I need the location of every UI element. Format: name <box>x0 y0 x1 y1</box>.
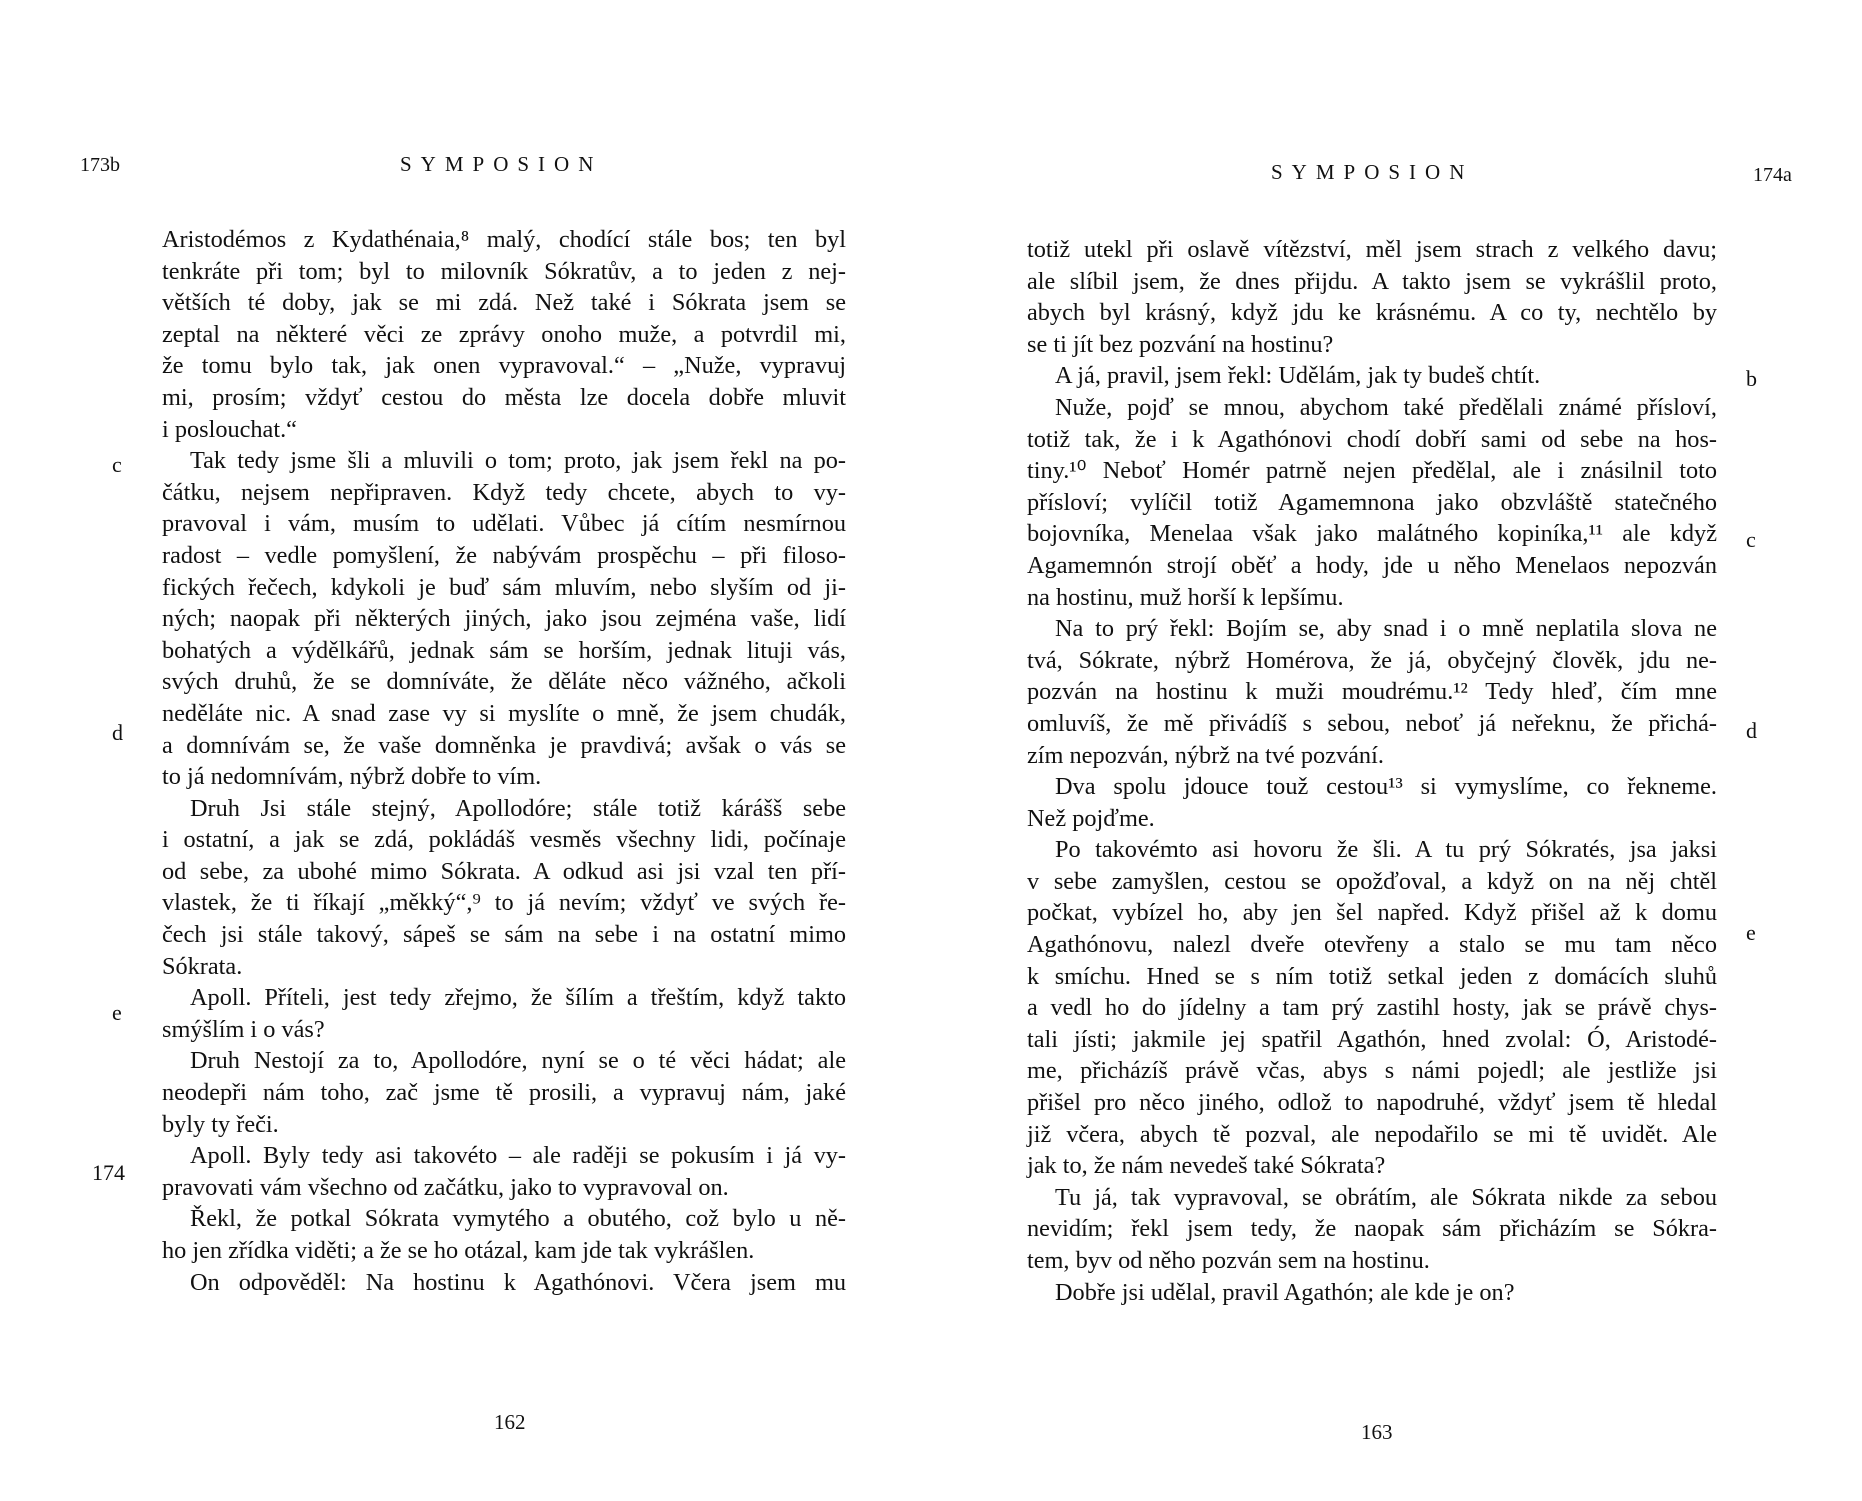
text-line: ných; naopak při některých jiných, jako jsou zejména vaše, lidí <box>162 605 846 633</box>
page-number: 163 <box>1361 1420 1393 1444</box>
text-line: tvá, Sókrate, nýbrž Homérova, že já, obyčejný člověk, jdu ne- <box>1027 646 1717 674</box>
text-line: Agathónovu, nalezl dveře otevřeny a stalo se mu tam něco <box>1027 931 1717 959</box>
text-line: bojovníka, Menelaa však jako malátného kopiníka,¹¹ ale když <box>1027 520 1717 548</box>
text-line: Než pojďme. <box>1027 804 1155 832</box>
text-line: čech jsi stále takový, sápeš se sám na sebe i na ostatní mimo <box>162 921 846 949</box>
text-line: abych byl krásný, když jdu ke krásnému. A co ty, nechtělo by <box>1027 299 1717 327</box>
text-line: se ti jít bez pozvání na hostinu? <box>1027 330 1334 358</box>
text-line: k smíchu. Hned se s ním totiž setkal jeden z domácích sluhů <box>1027 962 1717 990</box>
text-line: Druh Jsi stále stejný, Apollodóre; stále totiž kárášš sebe <box>190 794 846 822</box>
right-page <box>931 0 1862 1501</box>
text-line: Sókrata. <box>162 952 243 980</box>
text-line: přísloví; vylíčil totiž Agamemnona jako obzvláště statečného <box>1027 488 1717 516</box>
text-line: neodepři nám toho, zač jsme tě prosili, a vypravuj nám, jaké <box>162 1079 846 1107</box>
text-line: pravoval i vám, musím to udělati. Vůbec já cítím nesmírnou <box>162 510 846 538</box>
text-line: fických řečech, kdykoli je buď sám mluvím, nebo slyším od ji- <box>162 573 846 601</box>
margin-marker-c: c <box>1746 527 1756 552</box>
margin-marker-b: b <box>1746 366 1757 391</box>
text-line: nevidím; řekl jsem tedy, že naopak sám přicházím se Sókra- <box>1027 1215 1717 1243</box>
text-line: Dva spolu jdouce touž cestou¹³ si vymyslíme, co řekneme. <box>1055 773 1717 801</box>
text-line: smýšlím i o vás? <box>162 1015 325 1043</box>
text-line: tenkráte při tom; byl to milovník Sókratův, a to jeden z nej- <box>162 257 846 285</box>
body-text <box>162 224 846 1298</box>
section-marker: 174a <box>1753 164 1792 186</box>
text-line: tem, byv od něho pozván sem na hostinu. <box>1027 1247 1430 1274</box>
text-line: omluvíš, že mě přivádíš s sebou, neboť já neřeknu, že přichá- <box>1027 709 1717 737</box>
text-line: neděláte nic. A snad zase vy si myslíte o mně, že jsem chudák, <box>162 699 846 727</box>
text-line: zím nepozván, nýbrž na tvé pozvání. <box>1027 741 1384 769</box>
text-line: Druh Nestojí za to, Apollodóre, nyní se o té věci hádat; ale <box>190 1047 846 1075</box>
text-line: pozván na hostinu k muži moudrému.¹² Tedy hleď, čím mne <box>1027 678 1717 706</box>
text-line: Tak tedy jsme šli a mluvili o tom; proto, jak jsem řekl na po- <box>190 447 846 475</box>
text-line: byly ty řeči. <box>162 1110 279 1138</box>
margin-marker-d: d <box>112 720 123 745</box>
text-line: od sebe, za ubohé mimo Sókrata. A odkud asi jsi vzal ten pří- <box>162 857 846 885</box>
text-line: On odpověděl: Na hostinu k Agathónovi. Včera jsem mu <box>190 1268 846 1296</box>
text-line: svých druhů, že se domníváte, že děláte něco vážného, ačkoli <box>162 668 846 696</box>
text-line: ale slíbil jsem, že dnes přijdu. A takto jsem se vykrášlil proto, <box>1027 267 1717 295</box>
text-line: Apoll. Příteli, jest tedy zřejmo, že šílím a třeštím, když takto <box>190 984 846 1012</box>
text-line: a vedl ho do jídelny a tam prý zastihl hosty, jak se právě chys- <box>1027 994 1717 1022</box>
text-line: tiny.¹⁰ Neboť Homér patrně nejen předělal, ale i znásilnil toto <box>1027 457 1717 485</box>
text-line: že tomu bylo tak, jak onen vypravoval.“ – „Nuže, vypravuj <box>162 352 846 380</box>
text-line: přišel pro něco jiného, odlož to napodruhé, vždyť jsem tě hledal <box>1027 1089 1717 1117</box>
text-line: Řekl, že potkal Sókrata vymytého a obutého, což bylo u ně- <box>190 1205 846 1233</box>
text-line: tali jísti; jakmile jej spatřil Agathón, hned zvolal: Ó, Aristodé- <box>1027 1025 1717 1053</box>
text-line: i ostatní, a jak se zdá, pokládáš vesměs všechny lidi, počínaje <box>162 826 846 854</box>
text-line: Apoll. Byly tedy asi takovéto – ale raději se pokusím i já vy- <box>190 1142 846 1170</box>
text-line: čátku, nejsem nepřipraven. Když tedy chcete, abych to vy- <box>162 478 846 506</box>
text-line: počkat, vybízel ho, aby jen šel napřed. Když přišel až k domu <box>1027 899 1717 927</box>
running-head: SYMPOSION <box>400 152 603 176</box>
text-line: pravovati vám všechno od začátku, jako to vypravoval on. <box>162 1173 729 1201</box>
text-line: Dobře jsi udělal, pravil Agathón; ale kde je on? <box>1055 1278 1515 1306</box>
margin-marker-e: e <box>112 1000 122 1025</box>
text-line: ho jen zřídka viděti; a že se ho otázal, kam jde tak vykrášlen. <box>162 1237 755 1264</box>
text-line: bohatých a výdělkářů, jednak sám se horším, jednak lituji vás, <box>162 636 846 664</box>
text-line: a domnívám se, že vaše domněnka je pravdivá; avšak o vás se <box>162 731 846 759</box>
body-text <box>1027 234 1717 1308</box>
margin-marker-d: d <box>1746 718 1757 743</box>
text-line: mi, prosím; vždyť cestou do města lze docela dobře mluvit <box>162 383 846 411</box>
text-line: Aristodémos z Kydathénaia,⁸ malý, chodící stále bos; ten byl <box>162 226 846 253</box>
text-line: A já, pravil, jsem řekl: Udělám, jak ty budeš chtít. <box>1055 362 1541 390</box>
text-line: to já nedomnívám, nýbrž dobře to vím. <box>162 763 542 791</box>
text-line: větších té doby, jak se mi zdá. Než také i Sókrata jsem se <box>162 289 846 317</box>
text-line: Na to prý řekl: Bojím se, aby snad i o mně neplatila slova ne <box>1055 615 1717 643</box>
text-line: Nuže, pojď se mnou, abychom také předělali známé přísloví, <box>1055 393 1717 421</box>
text-line: jak to, že nám nevedeš také Sókrata? <box>1027 1152 1386 1180</box>
text-line: i poslouchat.“ <box>162 415 297 443</box>
margin-marker-c: c <box>112 452 122 477</box>
page-number: 162 <box>494 1410 526 1434</box>
text-line: na hostinu, muž horší k lepšímu. <box>1027 583 1344 611</box>
text-line: radost – vedle pomyšlení, že nabývám prospěchu – při filoso- <box>162 541 846 569</box>
running-head: SYMPOSION <box>1271 160 1474 184</box>
margin-marker-174: 174 <box>92 1160 125 1185</box>
text-line: zeptal na některé věci ze zprávy onoho muže, a potvrdil mi, <box>162 320 846 348</box>
text-line: Tu já, tak vypravoval, se obrátím, ale Sókrata nikde za sebou <box>1055 1183 1717 1211</box>
text-line: me, přicházíš právě včas, abys s námi pojedl; ale jestliže jsi <box>1027 1057 1717 1085</box>
text-line: v sebe zamyšlen, cestou se opožďoval, a když on na něj chtěl <box>1027 867 1717 895</box>
text-line: Agamemnón strojí oběť a hody, jde u něho Menelaos nepozván <box>1027 551 1717 579</box>
margin-marker-e: e <box>1746 920 1756 945</box>
text-line: Po takovémto asi hovoru že šli. A tu prý Sókratés, jsa jaksi <box>1055 836 1717 864</box>
text-line: totiž tak, že i k Agathónovi chodí dobří sami od sebe na hos- <box>1027 425 1717 453</box>
section-marker: 173b <box>80 154 120 176</box>
text-line: totiž utekl při oslavě vítězství, měl jsem strach z velkého davu; <box>1027 236 1717 263</box>
text-line: již včera, abych tě pozval, ale nepodařilo se mi tě uvidět. Ale <box>1027 1120 1717 1148</box>
text-line: vlastek, že ti říkají „měkký“,⁹ to já nevím; vždyť ve svých ře- <box>162 889 846 917</box>
